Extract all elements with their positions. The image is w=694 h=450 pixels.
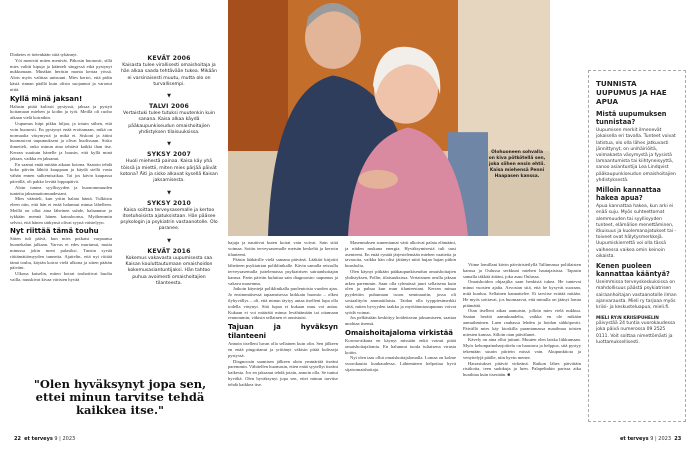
timeline-date: SYKSY 2007 [146, 151, 192, 159]
subheading: Nyt riittää tämä touhu [10, 227, 99, 236]
timeline-date: KEVÄT 2016 [147, 247, 191, 255]
sidebar-text: Apua kannattaa hakea, kun arki ei enää suju. Myös suhteettomat alemmuuden tai syyllisyyden tunteet, elämälion menettäminen, itkuisuus ja kuolemanajatukset tai -toiveet ovat hälytysmerkkejä. Uupumiskierrettä voi olla tässä vaiheessa vaikea omin keinoin oikaista. [596, 204, 677, 259]
triangle-down-icon: ▼ [167, 189, 171, 196]
article-column-left [10, 52, 112, 283]
sidebar-heading: Milloin kannattaa hakea apua? [596, 186, 661, 202]
info-sidebar [588, 70, 686, 422]
body-paragraph: Ulkona katselin, miten koirat touhottivat huolta vailla, nuuskivat kivaa väristen hyvää [10, 271, 112, 282]
body-paragraph: Pääsin lääkärille vielä samana päivänä. Lääkäri kirjoitti lähetteen psykiatrian poliklinikalle. Kävin samalla reissulla terveysasemalla juttelemassa psykiatrisen sairaanhoitajan kanssa. Parin päivän kuluttua sain diagnoosin: uupumus ja vakava masennus. [228, 257, 338, 286]
body-paragraph: Halusin pitää kulissit pystyssä, jaksaa ja pystyä hoitamaan miehen ja kodin ja työt. Meillä oli ruoho aikaan vielä koiratkin. [10, 103, 112, 121]
body-paragraph: hajuja ja nauttivat kuten koirat vain voivat. Sain siitä voimaa. Soitin terveysasemalle metsän keskeltä ja kerroin tilanteeni. [228, 240, 338, 257]
timeline-date: SYKSY 2010 [146, 199, 192, 207]
footer-left [14, 436, 75, 442]
timeline-text: Kaisasta tulee virallisesti omaishoitaja ja hän alkaa saada tehtävään tukea. Mikään ei varsinaisesti muutu, mutta olo on turvallisempi. [120, 63, 218, 87]
body-paragraph: Olen käynyt pitkään pääkaupunkiseudun omaishoitajien yhdistyksen, Pollin, tilaisuuksissa. Vertaistuen avulla jaksan arkea paremmin. Saan olla ryhmässä juuri sellaisena kuin olen ja puhua kun mun tilanteestani. Kerran minua pyydettiin puhumaan isoon seminaariin, jossa oli sosiaalityön ammattilaisia. Taidan olla tyyppiesimerkki siitä, miten hyvyyden taakka ja myötätuntouupumus voivat syödä voimat. [345, 268, 456, 315]
issue-number: 9 | 2023 [650, 436, 672, 442]
body-paragraph: Viime lomillani kävin päiväristeilyllä Tallinnassa poliilaisten kanssa ja Oulussa serkkuni miehen hautajaisissa. Tapasin samalla iäkkää äitiäni, joka asuu Oulussa. [463, 262, 581, 279]
timeline-date: KEVÄT 2006 [147, 55, 191, 62]
pull-quote: "Olen hyväksynyt jopa sen, ettei minun tarvitse tehdä kaikkea itse." [33, 377, 207, 417]
timeline-date: TALVI 2006 [148, 103, 190, 111]
photo-illustration [228, 0, 550, 236]
body-paragraph: Aloin tuntea syyllisyyden ja huonommuuden tunteita jaksamattomuudestani. [10, 184, 112, 196]
body-paragraph: Jos pelkästään keskittyy hoidettavan jaksamiseen, saattaa unohtaa itsensä. [345, 315, 456, 327]
timeline-item [120, 200, 218, 233]
body-paragraph: Uupumus hiipi pikku hiljaa, ja totuin siihen, että voin huonosti. En pystynyt enää erottamaan, mikä on normaalia väsymystä ja mikä ei. Siskoni ja äitini huomasivat uupumukseni ja olivat huolissaan. Sisko ihmetteli, onko minun aina tehtävä kaikki ihan itse. Kerran suuttuin hänelle ja huusin, että kyllä minä jaksan, vaikka en jaksanut. [10, 120, 112, 161]
body-paragraph: Sitten tuli päivä, kun mies potkaisi varpaansa huonekalun jalkaan. Varvas ei edes murtunut, mutta minussa jokin meni palasiksi. Tunsin syvää riittämättömyyden tunnetta. Ajattelin, että nyt riittää tämä touhu, käytän koirat vielä ulkona ja sitten päätän päiväni. [10, 236, 112, 271]
timeline-text: Huoli miehestä painaa. Kaisa käy yhä töissä ja miettii, miten mies pärjää päivät kotona? Äiti ja sisko alkavat kysellä Kaisan jaksamisesta. [120, 159, 218, 184]
timeline-item [120, 151, 218, 184]
body-paragraph: Diabetes ei tietenkään siitä tykännyt. [10, 52, 78, 57]
body-paragraph: Diagnoosin saamisen jälkeen aloin ymmärtää itseäni paremmin. Vähitellen huomasin, etten enää syytellyt itseäni kaikesta. Jos en jaksanut tehdä jotain, annoin olla. Se tuntui hyvältä. Olen hyväksynyt jopa sen, ettei minun tarvitse tehdä kaikkea itse. [228, 358, 338, 387]
timeline-item [120, 103, 218, 136]
body-paragraph: Nyt olen taas ollut omaishoitajalomalla. Lomaa on kolme vuorokautta kuukaudessa. Lähteminen helpottaa hyvä sijaisomaishoitaja. [345, 355, 456, 372]
subheading: Omaishoitajaloma virkistää [345, 328, 454, 337]
subheading: Tajuan ja hyväksyn tilanteeni [228, 323, 338, 341]
page-number: 23 [674, 436, 682, 442]
body-paragraph: En saanut enää mitään aikaan kotona. Saatoin tehdä koko päivän lähtöä kauppaan ja käydä siellä vasta vähän ennen sulkemisaikaa. Tai jos kävin kaupassa päivällä, oli pakko levätä loppupäivä. [10, 161, 112, 184]
body-paragraph: Yöt menivät miten menivät. Päkosin huonosti, sillä mies valitti kipuja ja käänteli sängyssä eikä pystynyt nukkumaan. Minäkin heräsin monta kertaa yössä. Alois myös valittaa unisuuni. Mies kertoi, että pidin käsiä rinnan päällä kuin olisin suojannut ja varonut niitä. [10, 57, 112, 92]
body-paragraph: Jatkoin käyntejä poliklinikalla puolentoista vuoden ajan. Jo ensimmäisessä tapaamisessa kirkkain huomio – olkea ilyhyvällys – oli, että minun täytyy antaa itselleni lupa olla todella väsynyt. Sitä lupaa ei kukaan muu voi antaa. Kukaan ei voi määrätä minua levähtämään tai ottamaan rennommin, väkisin sellainen ei onnistuisi. [228, 286, 338, 321]
sidebar-title: TUNNISTA UUPUMUS JA HAE APUA [596, 79, 667, 106]
footer-right [620, 436, 681, 442]
body-paragraph: Korona-aikana en käynyt missään enkä voinut pitää omaishoitajalomia. En halunnut tuoda tuliaisena virusta kotiin. [345, 337, 456, 355]
sidebar-text: Uupumisen merkit ilmenevät jokaisella eri tavalla. Tunteet voivat latistua, olo olla lähes jatkuvasti jännittynyt, on unihäiriöitä, voimakasta väsymystä ja fyysistä lamaantumista tai kiihtyneisyyttä, sanoo asiantuntija Lea Lindqvist pääkaupunkiseudun omaishoitajien yhdistyksestä. [596, 128, 676, 183]
sidebar-heading: Mistä uupumuksen tunnistaa? [596, 110, 667, 126]
photo-caption: Olohuoneen sohvalla on kiva pötkötellä sen, joka siihen ensin ehtii. Kaisa miehensä Penni Haapasen kanssa. [488, 150, 546, 179]
triangle-down-icon: ▼ [167, 237, 171, 244]
triangle-down-icon: ▼ [167, 93, 171, 100]
subheading: Kyllä minä jaksan! [10, 94, 83, 103]
sidebar-heading: Kenen puoleen kannattaa kääntyä? [596, 262, 670, 278]
body-paragraph: Masennuksen sumentamat värit alkoivat palata elämääni, ja niiden mukana energia. Hyväksymisestä tuli uusi asenteeni. En enää ryntää järjestelemään miehen vaatteita ja tavaroita, vaikka hän olisi jättänyt niitä hujan hajan pitkin huusholia. [345, 240, 456, 269]
couple-photo [228, 0, 550, 236]
magazine-name: et terveys [24, 436, 53, 442]
timeline-text: Vertaistuki tulee tutuksi muutenkin kuin sanana. Kaisa alkaa käydä pääkaupunkiseudun omaishoitajien yhdistyksen tilaisuuksissa. [123, 111, 215, 136]
body-paragraph: Harrastukset pitävät virkeänä. Ratkon lähes päivittäin ristikoita, teen sudokuja ja luen. Palapelinkin parissa aika hurahtaa kuin itsestään. ■ [463, 360, 581, 378]
issue-number: 9 | 2023 [54, 436, 76, 442]
crisis-line-text: päivystää 24 tuntia vuorokaudessa joka päivä numerossa 09 2525 0111. Voit soittaa nimettömästi ja luottamuksellisesti. [596, 321, 676, 345]
timeline [120, 55, 218, 287]
body-paragraph: Otan itselleni aikaa aamuisin, jolloin mies vielä nukkuu. Saatan herätä aamukuudelta, vaikka en ole mikään aamuihminen. Luen rauhassa lehden ja hoidan sähköpostit. Päivällä mies käy kioskilla parantamassa maailmaa toisten miesten kanssa. Silloin otan päivälunet. [463, 308, 581, 337]
article-column-middle-2 [345, 240, 456, 373]
body-paragraph: Annoin itselleni luvan olla sellainen kuin olin. Sen jälkeen en enää pingottanut ja yrittänyt väkisin pitää kulisseja pystyssä. [228, 341, 338, 358]
crisis-line-heading: MIELI RY:N KRIISIPUHELIN [596, 316, 659, 322]
timeline-text: Kokemus vakavasta uupumisesta saa Kaisan kouluttautumaan omaishoidon kokemusasiantuntijaksi. Hän tahtoo puhua avoimesti omaishoitajien tilanteesta. [125, 255, 213, 286]
timeline-item [120, 248, 218, 287]
triangle-down-icon: ▼ [167, 141, 171, 148]
page-number: 22 [14, 436, 21, 442]
magazine-name: et terveys [620, 436, 649, 442]
sidebar-text: Useimmissa terveyskeskuksissa on mahdollisuus päästä psykiatrisen sairaanhoitajan vastaanotolle ilman ajanvarausta. Mieli ry tarjoaa myös kriisi- ja keskusteluapua, mieli.fi. [596, 280, 677, 311]
article-column-middle-1 [228, 240, 338, 388]
body-paragraph: Kävely on aina ollut juttuni. Muuten olen laiska liikkumaan. Myös kehonpainoharjoittelu on haastava ja helppoa, sitä pystyy tekemään suurin piirtein missä vain. Akupunktiota ja venyttelyjä päälle, niin hyvin menee. [463, 337, 581, 360]
timeline-item [120, 55, 218, 88]
body-paragraph: Mies väänteli, kun yritin halata häntä. Tulkitsin eleen niin, että hän ei enää halunnut minua lähelleen. Meillä on ollut aina läheinen suhde, halaamme ja tykkään mennä hänen kainaloonsa. Myöhemmin selvisi, että hänen särkynsä olivat syynä väistelyyn. [10, 196, 112, 225]
article-column-middle-3 [463, 262, 581, 378]
timeline-text: Kaisa soittaa terveysasemalle ja kertoo itsetuhoisista ajatuksistaan. Hän pääsee psykologin ja psykiatrin vastaanotolle. Olo paranee. [120, 207, 218, 232]
body-paragraph: Omaishoidon ohjaajilta saan henkistä tukea. He tuntevat minut vuosien ajalta. Arvostan sitä, että he kysyvät suoraan, mitä kuuluu. Sellainen kannattelee. Ei tarvitse esittää mitään. He myös soittavat, jos huomaavat, että minulla on jäänyt lomia pitämättä. [463, 279, 581, 308]
